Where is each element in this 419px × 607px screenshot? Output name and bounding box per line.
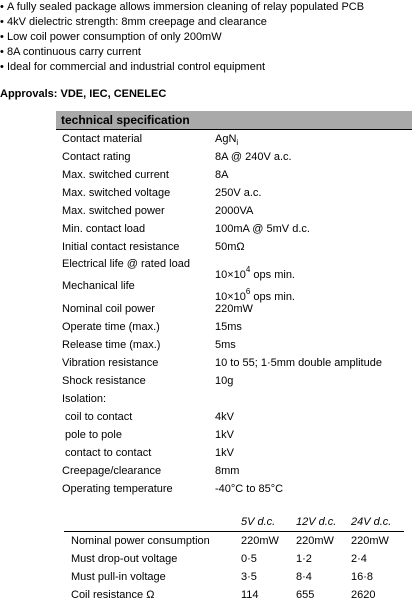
spec-header: technical specification (56, 111, 412, 130)
spec-label: Isolation: (62, 393, 107, 405)
spec-row (56, 300, 412, 318)
approvals-value: VDE, IEC, CENELEC (60, 88, 167, 100)
spec-label: Nominal coil power (62, 303, 155, 315)
coil-cell: 0·5 (241, 553, 257, 565)
approvals-label: Approvals: (0, 88, 58, 100)
spec-label: Mechanical life (62, 280, 135, 292)
spec-value: 1kV (215, 447, 234, 459)
coil-cell: 2·4 (351, 553, 367, 565)
spec-row (56, 278, 412, 303)
spec-row (56, 372, 412, 390)
spec-label: Electrical life @ rated load (62, 258, 190, 270)
spec-row (56, 336, 412, 354)
spec-value-text: 10×10 (215, 291, 246, 303)
spec-row (56, 130, 412, 148)
spec-value-sup: 6 (245, 287, 251, 296)
coil-column-header: 12V d.c. (296, 516, 337, 528)
spec-value-sub: i (236, 138, 239, 147)
feature-item (0, 45, 419, 60)
spec-value: 8A (215, 169, 229, 181)
bullet-icon: • (0, 46, 4, 58)
spec-label: Max. switched voltage (62, 187, 171, 199)
spec-label: Operate time (max.) (62, 321, 160, 333)
spec-row (56, 184, 412, 202)
spec-value: 1kV (215, 429, 234, 441)
spec-row (56, 354, 412, 372)
feature-item (0, 15, 419, 30)
coil-cell: 3·5 (241, 571, 257, 583)
spec-row (56, 202, 412, 220)
coil-cell: 16·8 (351, 571, 374, 583)
spec-value: 10 to 55; 1·5mm double amplitude (215, 357, 382, 369)
coil-cell: 1·2 (296, 553, 312, 565)
spec-label: Max. switched current (62, 169, 169, 181)
spec-label: Contact material (62, 133, 143, 145)
spec-row (56, 166, 412, 184)
spec-value-text: ops min. (250, 269, 295, 281)
spec-label: pole to pole (62, 429, 122, 441)
spec-row (56, 480, 412, 498)
coil-row-label: Must drop-out voltage (71, 553, 178, 565)
spec-row (56, 318, 412, 336)
spec-label: Initial contact resistance (62, 241, 180, 253)
coil-row-label: Must pull-in voltage (71, 571, 166, 583)
coil-cell: 8·4 (296, 571, 312, 583)
spec-value: 50mΩ (215, 241, 245, 253)
feature-text: 8A continuous carry current (7, 46, 141, 58)
spec-value: 8A @ 240V a.c. (215, 151, 292, 163)
feature-text: A fully sealed package allows immersion cleaning of relay populated PCB (7, 1, 365, 13)
spec-value-text: ops min. (250, 291, 295, 303)
coil-data-table (56, 513, 412, 604)
coil-cell: 114 (241, 589, 259, 601)
coil-row (56, 532, 412, 550)
spec-value-text: 10×10 (215, 269, 246, 281)
feature-text: Ideal for commercial and industrial control equipment (7, 61, 266, 73)
feature-list (0, 0, 419, 75)
coil-cell: 2620 (351, 589, 376, 601)
spec-value: 15ms (215, 321, 242, 333)
coil-row (56, 568, 412, 586)
spec-label: Min. contact load (62, 223, 146, 235)
approvals-line (0, 88, 166, 100)
spec-label: Shock resistance (62, 375, 146, 387)
feature-text: 4kV dielectric strength: 8mm creepage and clearance (7, 16, 267, 28)
spec-value: 100mA @ 5mV d.c. (215, 223, 310, 235)
coil-row-label: Nominal power consumption (71, 535, 210, 547)
spec-label: Contact rating (62, 151, 131, 163)
spec-value: 220mW (215, 303, 253, 315)
spec-row (56, 426, 412, 444)
bullet-icon: • (0, 16, 4, 28)
spec-label: Max. switched power (62, 205, 165, 217)
spec-label: Release time (max.) (62, 339, 161, 351)
coil-cell: 220mW (296, 535, 334, 547)
spec-label: contact to contact (62, 447, 152, 459)
spec-label: coil to contact (62, 411, 133, 423)
spec-row (56, 444, 412, 462)
feature-item (0, 60, 419, 75)
spec-value: 4kV (215, 411, 234, 423)
coil-column-header: 24V d.c. (351, 516, 392, 528)
feature-item (0, 0, 419, 15)
spec-row (56, 390, 412, 408)
feature-item (0, 30, 419, 45)
spec-value: 5ms (215, 339, 236, 351)
coil-cell: 220mW (351, 535, 389, 547)
technical-specification-table (56, 111, 412, 498)
spec-value: 250V a.c. (215, 187, 262, 199)
spec-row (56, 220, 412, 238)
feature-text: Low coil power consumption of only 200mW (7, 31, 222, 43)
spec-label: Creepage/clearance (62, 465, 162, 477)
coil-row (56, 550, 412, 568)
spec-value-text: AgN (215, 133, 237, 145)
coil-cell: 655 (296, 589, 315, 601)
spec-label: Operating temperature (62, 483, 173, 495)
spec-value: 10g (215, 375, 234, 387)
spec-value: 8mm (215, 465, 240, 477)
coil-row (56, 586, 412, 604)
spec-value: -40°C to 85°C (215, 483, 284, 495)
coil-column-header: 5V d.c. (241, 516, 276, 528)
spec-value: 2000VA (215, 205, 254, 217)
spec-row (56, 408, 412, 426)
coil-header-row (56, 513, 412, 531)
bullet-icon: • (0, 61, 4, 73)
coil-cell: 220mW (241, 535, 279, 547)
coil-row-label: Coil resistance Ω (71, 589, 155, 601)
spec-label: Vibration resistance (62, 357, 159, 369)
spec-row (56, 462, 412, 480)
spec-value-sup: 4 (245, 265, 251, 274)
spec-row (56, 148, 412, 166)
bullet-icon: • (0, 31, 4, 43)
bullet-icon: • (0, 1, 4, 13)
